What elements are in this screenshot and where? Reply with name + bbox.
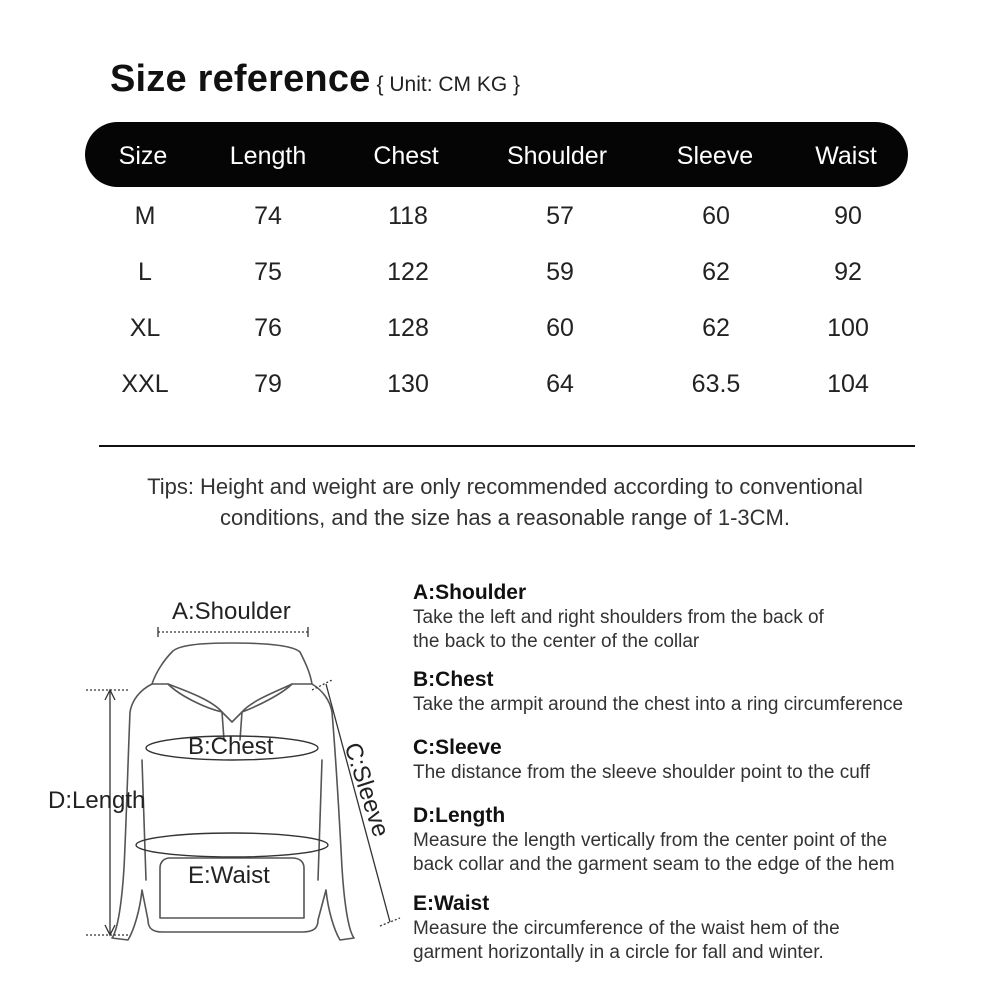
description-text: Measure the length vertically from the center point of the: [413, 830, 888, 851]
header-length: Length: [229, 142, 307, 170]
side-seam-left: [142, 760, 146, 880]
title-row: [110, 58, 520, 101]
cell-size: XXL: [121, 370, 169, 398]
description-title: E:Waist: [413, 892, 490, 915]
header-size: Size: [118, 142, 168, 170]
diagram-label-length: D:Length: [48, 787, 146, 814]
cell-length: 76: [254, 314, 282, 342]
description-1: [413, 580, 973, 654]
cell-waist: 104: [827, 370, 869, 398]
waist-ring: [136, 833, 328, 857]
header-waist: Waist: [815, 142, 877, 170]
cell-chest: 130: [387, 370, 429, 398]
description-5: [413, 891, 973, 965]
cell-size: XL: [129, 314, 161, 342]
tips-text: [60, 471, 950, 533]
description-2: [413, 667, 973, 717]
cell-sleeve: 62: [702, 258, 730, 286]
page-title: Size reference: [110, 58, 371, 100]
diagram-label-sleeve: C:Sleeve: [338, 739, 395, 841]
cell-sleeve: 60: [702, 202, 730, 230]
cell-size: M: [134, 202, 156, 230]
description-title: B:Chest: [413, 668, 494, 691]
header-sleeve: Sleeve: [676, 142, 754, 170]
cell-size: L: [138, 258, 152, 286]
diagram-label-chest: B:Chest: [188, 733, 274, 760]
header-chest: Chest: [373, 142, 439, 170]
cell-shoulder: 59: [546, 258, 574, 286]
description-text: Take the armpit around the chest into a ring circumference: [413, 694, 904, 715]
cell-chest: 128: [387, 314, 429, 342]
description-text: garment horizontally in a circle for fall and winter.: [413, 942, 824, 963]
cell-length: 79: [254, 370, 282, 398]
description-title: A:Shoulder: [413, 581, 527, 604]
cell-shoulder: 57: [546, 202, 574, 230]
cell-sleeve: 63.5: [691, 370, 741, 398]
cell-waist: 90: [834, 202, 862, 230]
tips-line-1: Tips: Height and weight are only recommended according to conventional: [147, 474, 863, 499]
table-row: [0, 356, 1000, 412]
cell-waist: 92: [834, 258, 862, 286]
tips-line-2: conditions, and the size has a reasonable range of 1-3CM.: [220, 505, 790, 530]
cell-chest: 122: [387, 258, 429, 286]
table-row: [0, 300, 1000, 356]
description-text: Take the left and right shoulders from the back of: [413, 607, 824, 628]
table-row: [0, 244, 1000, 300]
cell-shoulder: 64: [546, 370, 574, 398]
description-text: back collar and the garment seam to the edge of the hem: [413, 854, 895, 875]
cell-length: 74: [254, 202, 282, 230]
cell-waist: 100: [827, 314, 869, 342]
table-row: [0, 188, 1000, 244]
cell-length: 75: [254, 258, 282, 286]
description-title: C:Sleeve: [413, 736, 502, 759]
table-header-bar: [85, 122, 908, 187]
description-4: [413, 803, 973, 877]
description-text: the back to the center of the collar: [413, 631, 700, 652]
description-text: Measure the circumference of the waist hem of the: [413, 918, 840, 939]
description-title: D:Length: [413, 804, 506, 827]
description-text: The distance from the sleeve shoulder point to the cuff: [413, 762, 870, 783]
unit-label: { Unit: CM KG }: [376, 73, 521, 96]
body-outline: [112, 684, 354, 940]
header-shoulder: Shoulder: [506, 142, 608, 170]
cell-shoulder: 60: [546, 314, 574, 342]
hood-outline: [152, 643, 312, 722]
cell-sleeve: 62: [702, 314, 730, 342]
neck-opening: [168, 684, 292, 712]
diagram-label-shoulder: A:Shoulder: [172, 598, 291, 625]
diagram-label-waist: E:Waist: [188, 862, 270, 889]
cell-chest: 118: [388, 202, 428, 230]
divider: [99, 445, 915, 447]
side-seam-right: [318, 760, 322, 880]
description-3: [413, 735, 973, 785]
